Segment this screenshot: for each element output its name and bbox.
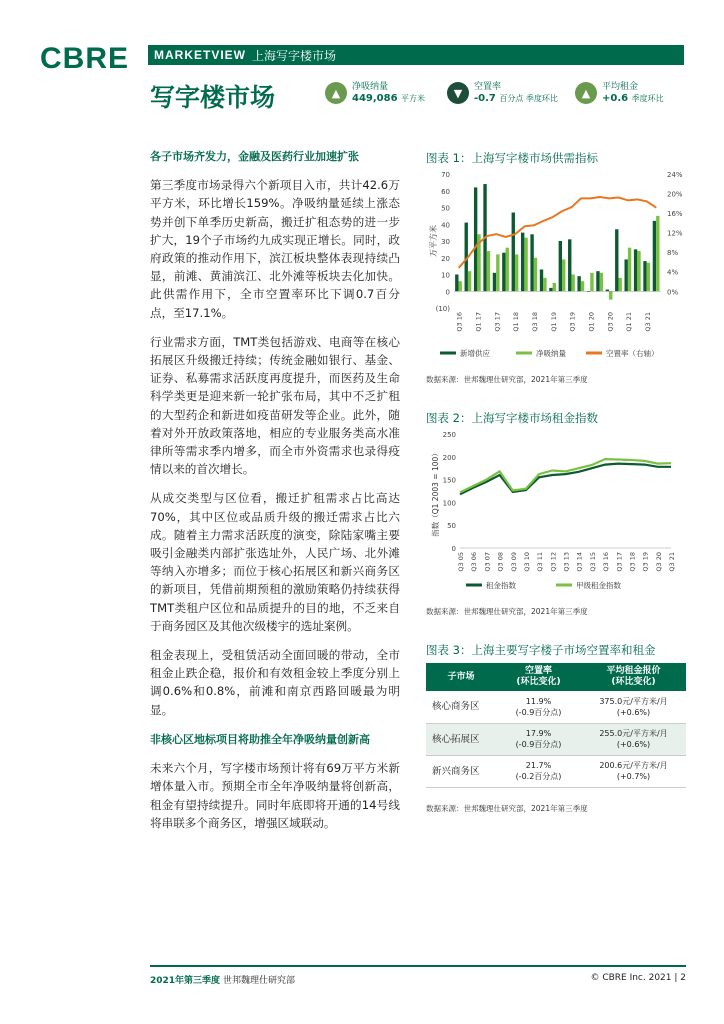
bar: [530, 234, 533, 291]
bar: [515, 254, 518, 291]
section-heading: 各子市场齐发力，金融及医药行业加速扩张: [150, 150, 359, 163]
y-tick-label: 60: [441, 187, 450, 196]
footer-org: 世邦魏理仕研究部: [222, 976, 295, 986]
kpi-label: 空置率: [474, 82, 502, 92]
rent-index-chart: [426, 428, 691, 598]
legend-label: 空置率（右轴）: [606, 349, 659, 358]
x-tick-label: Q3 09: [509, 552, 518, 572]
paragraph: 未来六个月，写字楼市场预计将有69万平方米新增体量入市。预期全市全年净吸纳量将创新高，租金有望持续提升。同时年底即将开通的14号线将串联多个商务区，增强区域联动。: [150, 761, 400, 830]
x-tick-label: Q1 19: [549, 312, 558, 332]
bar: [637, 251, 640, 291]
bar: [534, 258, 537, 292]
paragraph: 租金表现上，受租赁活动全面回暖的带动，全市租金止跌企稳，报价和有效租金较上季度分别上调0.6%和0.8%，前滩和南京西路回暖最为明显。: [150, 648, 400, 717]
x-tick-label: Q3 19: [641, 552, 650, 572]
bar: [634, 249, 637, 291]
y2-tick-label: 12%: [667, 229, 683, 238]
submarket-name: 新兴商务区: [426, 755, 496, 787]
y2-tick-label: 16%: [667, 210, 683, 219]
bar: [643, 261, 646, 291]
bar: [512, 213, 515, 292]
x-tick-label: Q3 18: [530, 312, 539, 332]
bar: [590, 273, 593, 291]
y-tick-label: 50: [447, 522, 456, 531]
rent-value: 255.0元/平方米/月: [599, 729, 668, 738]
legend-label: 租金指数: [486, 581, 516, 590]
x-tick-label: Q3 21: [668, 552, 676, 572]
bar: [524, 238, 527, 292]
y-tick-label: 30: [441, 238, 450, 246]
down-arrow-icon: ▼: [447, 82, 469, 104]
vacancy-change: (-0.2百分点): [515, 772, 562, 781]
figure-3-source: 数据来源：世邦魏理仕研究部，2021年第三季度: [426, 804, 588, 813]
bar: [487, 251, 490, 291]
legend-label: 净吸纳量: [536, 349, 566, 358]
y-tick-label: 50: [441, 204, 450, 213]
x-tick-label: Q3 15: [588, 552, 597, 572]
legend-label: 新增供应: [460, 349, 490, 358]
bar: [587, 291, 590, 292]
rent-index-line: [460, 464, 671, 495]
x-tick-label: Q3 13: [562, 552, 571, 572]
x-tick-label: Q3 17: [493, 312, 502, 332]
submarket-name: 核心商务区: [426, 691, 496, 723]
table-row: [426, 755, 686, 787]
x-tick-label: Q3 21: [643, 312, 652, 332]
x-tick-label: Q3 20: [606, 312, 615, 332]
report-title: 上海写字楼市场: [252, 48, 337, 63]
page-title: 写字楼市场: [150, 83, 276, 112]
y-axis-label: 指数（Q1 2003 = 100）: [431, 449, 440, 537]
bar: [493, 273, 496, 291]
x-tick-label: Q3 14: [575, 552, 584, 572]
submarket-table: [426, 663, 686, 788]
bar: [459, 281, 462, 291]
body-column: [150, 148, 400, 843]
x-tick-label: Q3 19: [568, 312, 577, 332]
header-bar: [148, 45, 684, 65]
y-tick-label: 0: [445, 288, 450, 297]
y-tick-label: 40: [441, 221, 450, 230]
bar: [615, 229, 618, 291]
x-tick-label: Q3 17: [615, 552, 624, 572]
y2-tick-label: 0%: [667, 288, 679, 297]
figure-1-source: 数据来源：世邦魏理仕研究部，2021年第三季度: [426, 375, 588, 384]
x-tick-label: Q3 11: [536, 552, 545, 572]
kpi-unit: 平方米: [401, 94, 426, 103]
x-tick-label: Q3 20: [654, 552, 663, 572]
kpi-vacancy: [447, 82, 558, 105]
vacancy-value: 21.7%: [525, 761, 552, 770]
x-tick-label: Q3 16: [455, 312, 464, 332]
y-tick-label: 150: [442, 476, 456, 485]
bar: [553, 283, 556, 291]
bar: [506, 248, 509, 292]
paragraph: 第三季度市场录得六个新项目入市，共计42.6万平方米，环比增长159%。净吸纳量延续上涨态势并创下单季历史新高，搬迁扩租态势的进一步扩大，19个子市场约九成实现正增长。同时，政府政策的推动作用下，滨江板块整体表现持续凸显，前滩、黄浦滨江、北外滩等板块去化加快。此供需作用下，全市空置率环比下调0.7百分点，至17.1%。: [150, 178, 400, 320]
bar: [600, 273, 603, 291]
bar: [562, 259, 565, 291]
bar: [559, 241, 562, 291]
table-header: 平均租金报价 (环比变化): [581, 663, 686, 691]
y-tick-label: (10): [435, 305, 450, 313]
bar: [474, 187, 477, 291]
bar: [653, 221, 656, 291]
y-tick-label: 10: [441, 271, 450, 280]
marketview-label: MARKETVIEW: [154, 48, 246, 62]
kpi-net-absorption: [325, 82, 425, 105]
bar: [502, 253, 505, 292]
page-footer: [150, 965, 686, 986]
bar: [540, 269, 543, 291]
kpi-unit: 百分点 季度环比: [499, 94, 558, 103]
bar: [618, 278, 621, 291]
submarket-name: 核心拓展区: [426, 723, 496, 755]
kpi-value: +0.6: [602, 93, 629, 104]
x-tick-label: Q3 05: [457, 552, 465, 572]
y-tick-label: 250: [442, 431, 456, 439]
x-tick-label: Q3 12: [549, 552, 558, 572]
supply-demand-chart: [426, 166, 691, 366]
x-tick-label: Q3 10: [522, 552, 531, 572]
kpi-value: -0.7: [474, 93, 496, 104]
figure-3-title: 图表 3：上海主要写字楼子市场空置率和租金: [426, 643, 656, 657]
bar: [571, 275, 574, 292]
x-tick-label: Q3 18: [628, 552, 637, 572]
y2-tick-label: 20%: [667, 190, 683, 199]
bar: [577, 276, 580, 291]
bar: [609, 291, 612, 299]
kpi-unit: 季度环比: [631, 94, 664, 103]
rent-change: (+0.7%): [616, 772, 651, 781]
bar: [581, 281, 584, 291]
rent-change: (+0.6%): [616, 707, 651, 717]
cbre-logo: CBRE: [40, 42, 130, 75]
bar: [543, 278, 546, 291]
y-tick-label: 70: [441, 171, 450, 179]
kpi-label: 净吸纳量: [352, 82, 389, 92]
table-header: 子市场: [426, 663, 496, 691]
up-arrow-icon: ▲: [325, 82, 347, 104]
table-header: 空置率 (环比变化): [496, 663, 581, 691]
y-tick-label: 200: [442, 453, 456, 462]
y-tick-label: 100: [442, 499, 456, 508]
kpi-rent: [575, 82, 664, 105]
up-arrow-icon: ▲: [575, 82, 597, 104]
bar: [628, 248, 631, 292]
x-tick-label: Q1 18: [512, 312, 521, 332]
bar: [596, 271, 599, 291]
bar: [521, 233, 524, 292]
kpi-value: 449,086: [352, 93, 398, 104]
rent-value: 375.0元/平方米/月: [599, 696, 668, 706]
vacancy-value: 17.9%: [525, 729, 552, 738]
rent-value: 200.6元/平方米/月: [599, 761, 668, 770]
section-heading: 非核心区地标项目将助推全年净吸纳量创新高: [150, 732, 370, 746]
bar: [455, 275, 458, 292]
y2-tick-label: 8%: [667, 249, 679, 258]
bar: [468, 271, 471, 291]
paragraph: 从成交类型与区位看，搬迁扩租需求占比高达70%，其中区位或品质升级的搬迁需求占比六成。随着主力需求活跃度的演变，除陆家嘴主要吸引金融类内部扩张选址外，人民广场、北外滩等纳入亦增多；而位于核心拓展区和新兴商务区的新项目，凭借前期预租的激励策略仍持续获得TMT类租户区位和品质提升的目的地，不乏来自于商务园区及其他次级楼宇的选址案例。: [150, 491, 400, 633]
kpi-label: 平均租金: [602, 82, 639, 92]
table-row: [426, 723, 686, 755]
x-tick-label: Q1 20: [587, 312, 596, 332]
bar: [568, 239, 571, 291]
x-tick-label: Q3 08: [496, 552, 505, 572]
vacancy-value: 11.9%: [525, 696, 552, 706]
y-tick-label: 20: [441, 254, 450, 263]
figure-2-source: 数据来源：世邦魏理仕研究部，2021年第三季度: [426, 607, 588, 616]
table-row: [426, 691, 686, 723]
bar: [549, 288, 552, 291]
bar: [624, 259, 627, 291]
y2-tick-label: 24%: [667, 171, 683, 179]
y-axis-label: 万平方米: [429, 225, 438, 257]
figure-1-title: 图表 1：上海写字楼市场供需指标: [426, 151, 598, 165]
footer-copyright: © CBRE Inc. 2021 | 2: [590, 973, 686, 983]
bar: [606, 290, 609, 292]
x-tick-label: Q1 21: [625, 312, 634, 332]
x-tick-label: Q1 17: [474, 312, 483, 332]
bar: [656, 216, 659, 291]
vacancy-change: (-0.9百分点): [515, 707, 562, 717]
y-tick-label: 0: [451, 545, 456, 553]
paragraph: 行业需求方面，TMT类包括游戏、电商等在核心拓展区升级搬迁持续；传统金融如银行、基金、证券、私募需求活跃度再度提升，而医药及生命科学类更是迎来新一轮扩张布局，其中不乏扩租的大型药企和新进如疫苗研发等企业。此外，随着对外开放政策落地，相应的专业服务类高水准律所等需求季内增多，而全市外资需求也录得疫情以来的首次增长。: [150, 334, 400, 477]
legend-label: 甲级租金指数: [576, 581, 621, 590]
footer-quarter: 2021年第三季度: [150, 976, 221, 986]
bar: [496, 254, 499, 291]
y2-tick-label: 4%: [667, 268, 679, 277]
rent-change: (+0.6%): [616, 740, 651, 749]
vacancy-change: (-0.9百分点): [515, 740, 562, 749]
x-tick-label: Q3 16: [602, 552, 611, 572]
figure-2-title: 图表 2：上海写字楼市场租金指数: [426, 411, 598, 425]
x-tick-label: Q3 06: [470, 552, 479, 572]
bar: [647, 263, 650, 291]
x-tick-label: Q3 07: [483, 552, 492, 572]
